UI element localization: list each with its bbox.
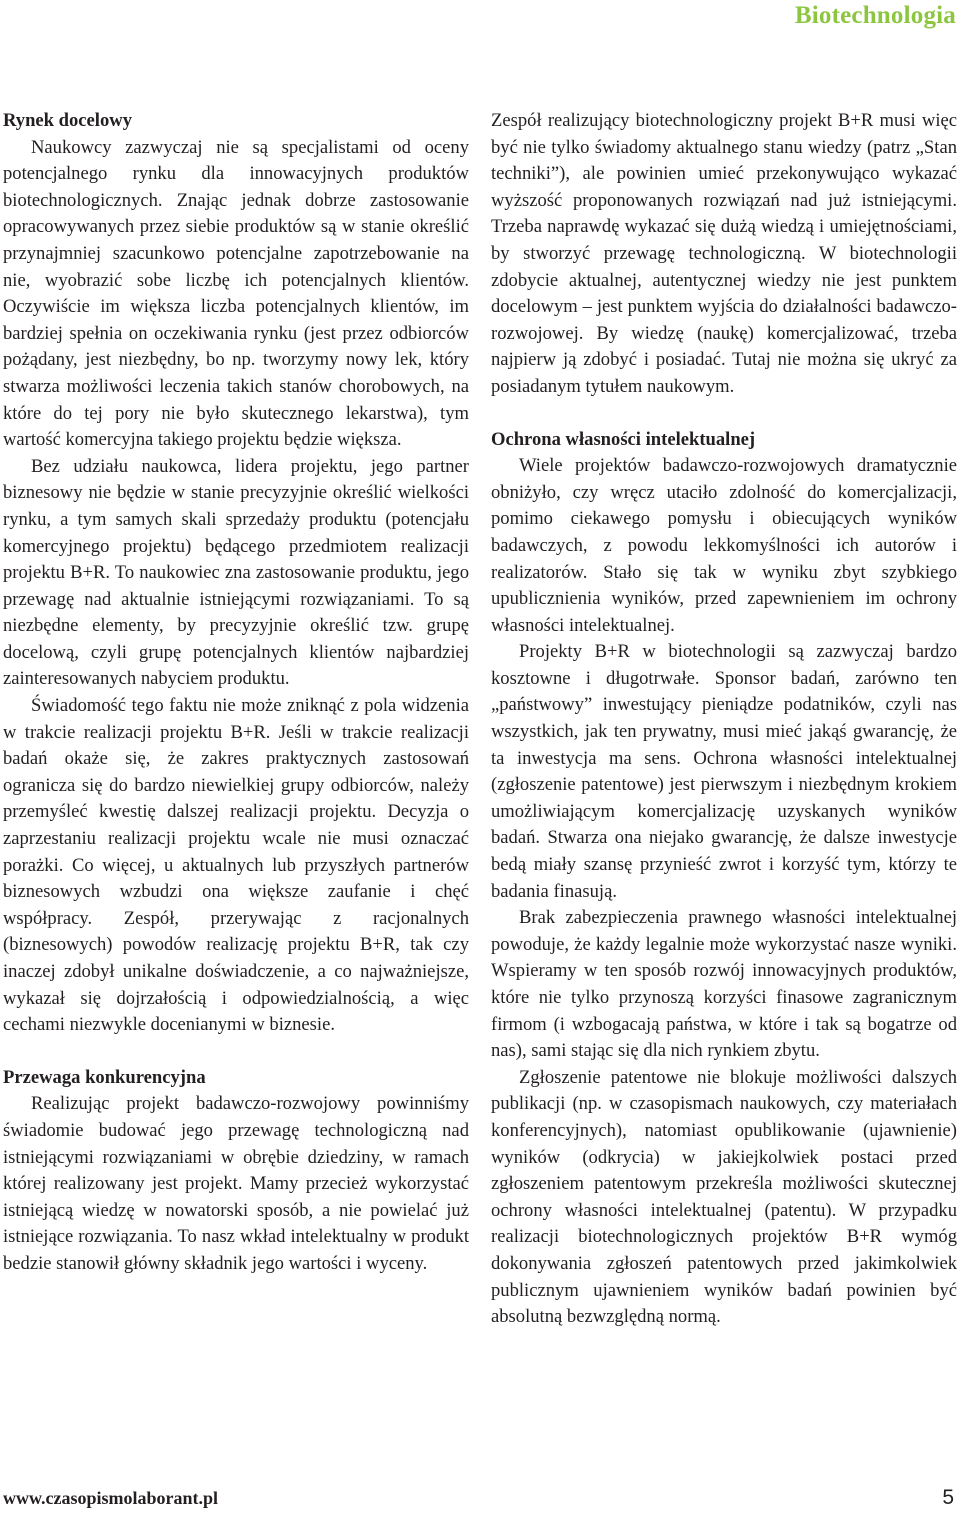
paragraph-continuation: Zespół realizujący biotechnologiczny projekt B+R musi więc być nie tylko świadomy aktualnego stanu wiedzy (patrz „Stan techniki”), ale powinien umieć przekonywująco wykazać wyższość proponowanych rozwiązań nad już istniejącymi. Trzeba naprawdę wykazać się dużą wiedzą i umiejętnościami, by stworzyć przewagę technologiczną. W biotechnologii zdobycie aktualnej, autentycznej wiedzy nie jest punktem docelowym – jest punktem wyjścia do działalności badawczo-rozwojowej. By wiedzę (naukę) komercjalizować, trzeba najpierw ją zdobyć i posiadać. Tutaj nie można się ukryć za posiadanym tytułem naukowym. <box>491 110 957 397</box>
paragraph-ip-protection-2: Projekty B+R w biotechnologii są zazwyczaj bardzo kosztowne i długotrwałe. Sponsor badań, zarówno ten „państwowy” inwestujący pieniądze podatników, czyli nas wszystkich, jak ten prywatny, musi mieć jakąś gwarancję, że ta inwestycja ma sens. Ochrona własności intelektualnej (zgłoszenie patentowe) jest pierwszym i niezbędnym krokiem umożliwiającym komercjalizację uzyskanych wyników badań. Stwarza ona niejako gwarancję, że dalsze inwestycje bedą miały szansę przynieść zwrot i korzyść tym, którzy te badania finasują. <box>491 641 957 902</box>
left-column <box>3 108 469 1278</box>
heading-competitive-advantage: Przewaga konkurencyjna <box>3 1066 206 1088</box>
paragraph-target-market-1: Naukowcy zazwyczaj nie są specjalistami od oceny potencjalnego rynku dla innowacyjnych produktów biotechnologicznych. Znając jednak dobrze zastosowanie opracowywanych przez siebie produktów są w stanie określić przynajmniej szacunkowo potencjalne zapotrzebowanie na nie, wyobrazić sobe liczbę ich potencjalnych klientów. Oczywiście im większa liczba potencjalnych klientów, im bardziej spełnia on oczekiwania rynku (jest przez odbiorców pożądany, jest niezbędny, bo np. tworzymy nowy lek, który stwarza możliwości leczenia takich stanów chorobowych, na które do tej pory nie było skutecznego lekarstwa), tym wartość komercyjna takiego projektu będzie większa. <box>3 136 469 451</box>
heading-ip-protection: Ochrona własności intelektualnej <box>491 428 756 450</box>
heading-target-market: Rynek docelowy <box>3 110 132 131</box>
paragraph-competitive-advantage-1: Realizując projekt badawczo-rozwojowy powinniśmy świadomie budować jego przewagę technologiczną nad istniejącymi rozwiązaniami w obrębie dziedziny, w ramach której realizowany jest projekt. Mamy przecież wykorzystać istniejącą wiedzę w nowatorski sposób, a nie powielać już istniejące rozwiązania. To nasz wkład intelektualny w produkt bedzie stanowił główny składnik jego wartości i wyceny. <box>3 1093 469 1274</box>
paragraph-ip-protection-1: Wiele projektów badawczo-rozwojowych dramatycznie obniżyło, czy wręcz utaciło zdolność do komercjalizacji, pomimo ciekawego pomysłu i obiecujących wyników badawczych, z powodu lekkomyślności ich autorów i realizatorów. Stało się tak w wyniku zbyt szybkiego upublicznienia wyników, przed zapewnieniem im ochrony własności intelektualnej. <box>491 455 957 636</box>
page-number: 5 <box>942 1486 954 1509</box>
paragraph-target-market-3: Świadomość tego faktu nie może zniknąć z pola widzenia w trakcie realizacji projektu B+R. Jeśli w trakcie realizacji badań okaże się, że zakres praktycznych zastosowań ogranicza się do bardzo niewielkiej grupy odbiorców, należy przemyśleć kwestię dalszej realizacji projektu. Decyzja o zaprzestaniu realizacji projektu wcale nie musi oznaczać porażki. Co więcej, u aktualnych lub przyszłych partnerów biznesowych wzbudzi ona większe zaufanie i chęć współpracy. Zespół, przerywając z racjonalnych (biznesowych) powodów realizację projektu B+R, tak czy inaczej zdobył unikalne doświadczenie, a co najważniejsze, wykazał się dojrzałością i odpowiedzialnością, a więc cechami niezwykle docenianymi w biznesie. <box>3 695 469 1036</box>
paragraph-ip-protection-3: Brak zabezpieczenia prawnego własności intelektualnej powoduje, że każdy legalnie może wykorzystać nasze wyniki. Wspieramy w ten sposób rozwój innowacyjnych produktów, które nie tylko przynoszą korzyści finasowe zagranicznym firmom (i wzbogacają państwa, w które i tak są bogatrze od nas), sami stając się dla nich rynkiem zbytu. <box>491 907 957 1062</box>
paragraph-ip-protection-4: Zgłoszenie patentowe nie blokuje możliwości dalszych publikacji (np. w czasopismach naukowych, czy materiałach konferencyjnych), natomiast opublikowanie (ujawnienie) wyników (odkrycia) w jakiejkolwiek postaci przed zgłoszeniem patentowym przekreśla możliwości skutecznej ochrony własności intelektualnej (patentu). W przypadku realizacji biotechnologicznych projektów B+R wymóg dokonywania zgłoszeń patentowych przed jakimkolwiek publicznym ujawnieniem wyników badań powinien być absolutną bezwzględną normą. <box>491 1066 957 1328</box>
right-column <box>491 108 957 1331</box>
paragraph-target-market-2: Bez udziału naukowca, lidera projektu, jego partner biznesowy nie będzie w stanie precyzyjnie określić wielkości rynku, a tym samych skali sprzedaży produktu (potencjału komercyjnego projektu) będącego przedmiotem realizacji projektu B+R. To naukowiec zna zastosowanie produktu, jego przewagę nad aktualnie istniejącymi rozwiązaniami. To są niezbędne elementy, by precyzyjnie określić tzw. grupę docelową, czyli grupę potencjalnych klientów najbardziej zainteresowanych nabyciem produktu. <box>3 455 469 690</box>
footer-website-link[interactable]: www.czasopismolaborant.pl <box>3 1488 219 1508</box>
running-head-section-title: Biotechnologia <box>794 2 956 29</box>
